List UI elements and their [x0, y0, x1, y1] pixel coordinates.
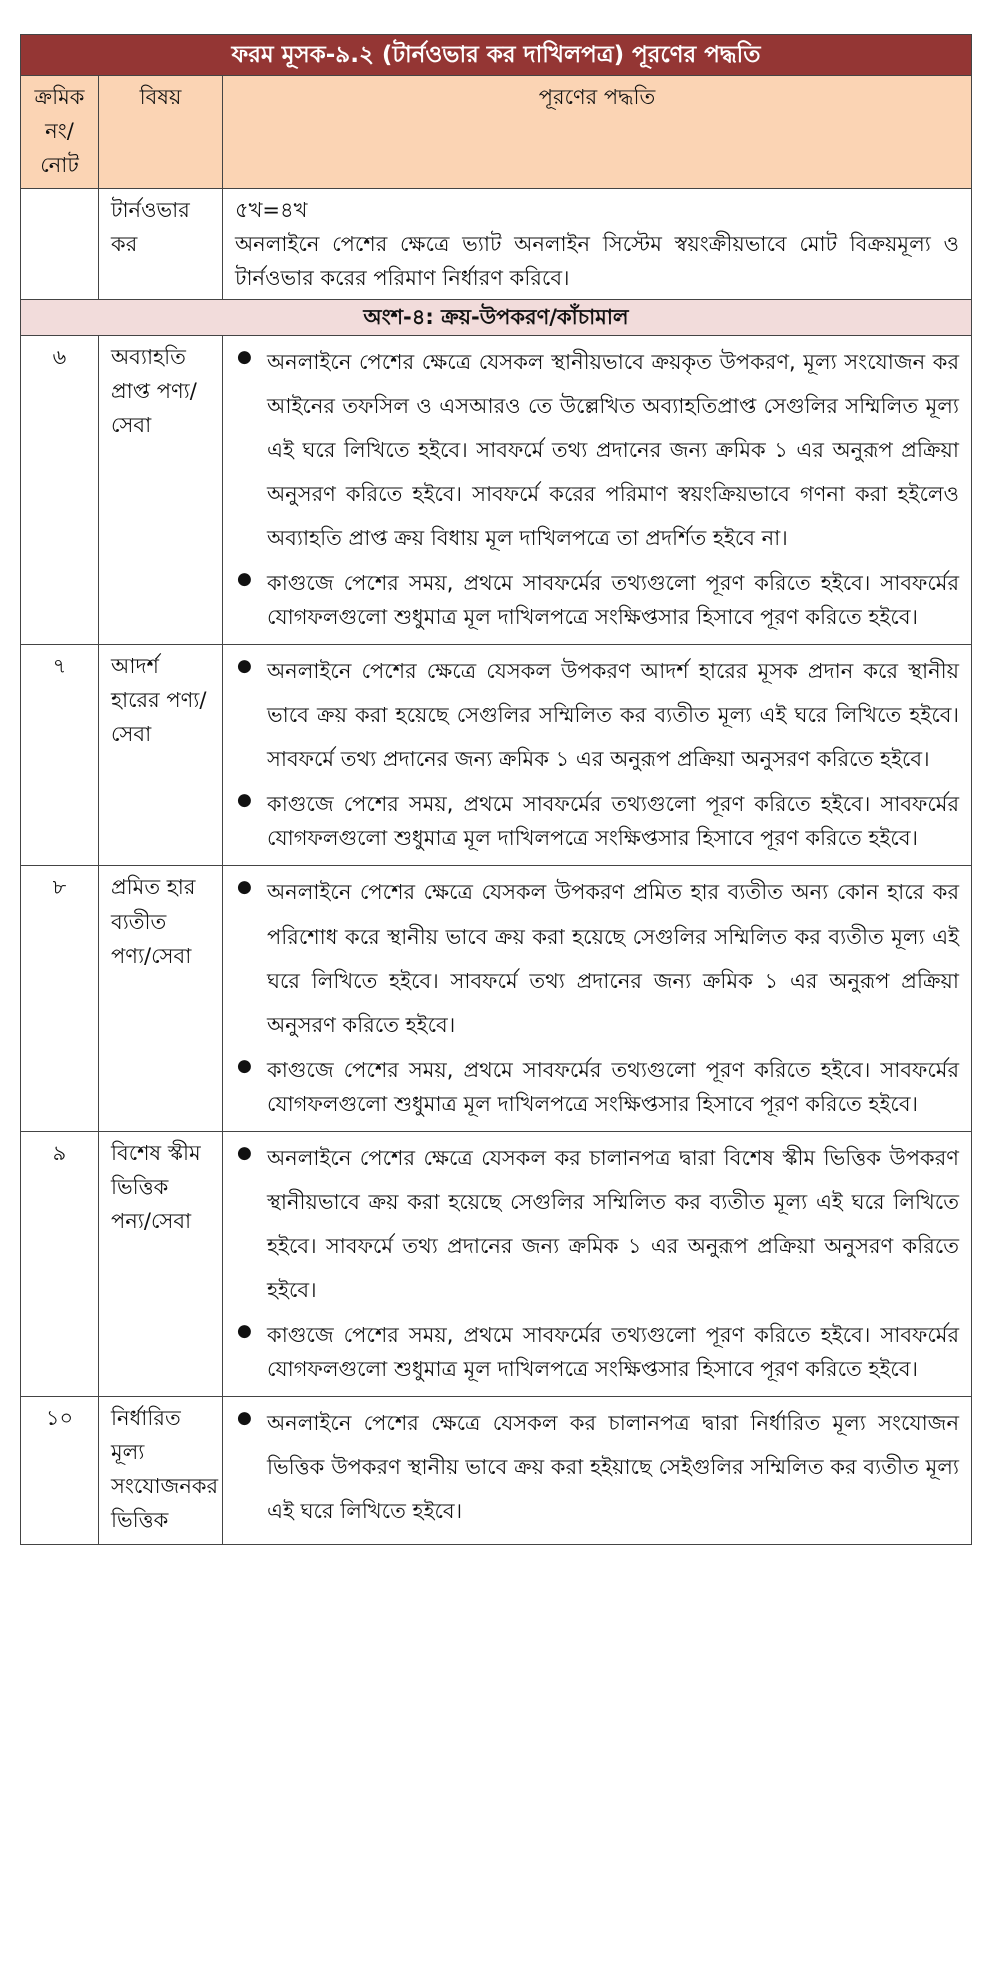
instruction-table	[20, 34, 972, 1545]
row-subject: অব্যাহতি প্রাপ্ত পণ্য/সেবা	[99, 335, 223, 645]
bullet-list	[235, 649, 959, 855]
row-method	[223, 189, 972, 300]
section-row	[21, 300, 972, 335]
row-subject: নির্ধারিত মূল্য সংযোজনকর ভিত্তিক	[99, 1397, 223, 1544]
header-serial: ক্রমিক নং/নোট	[21, 76, 99, 189]
row-subject: বিশেষ স্কীম ভিত্তিক পন্য/সেবা	[99, 1131, 223, 1396]
turnover-row	[21, 189, 972, 300]
bullet-item: ● অনলাইনে পেশের ক্ষেত্রে যেসকল উপকরণ আদর্শ হারের মূসক প্রদান করে স্থানীয় ভাবে ক্রয় করা হয়েছে সেগুলির সম্মিলিত কর ব্যতীত মূল্য এই ঘরে লিখিতে হইবে। সাবফর্মে তথ্য প্রদানের জন্য ক্রমিক ১ এর অনুরূপ প্রক্রিয়া অনুসরণ করিতে হইবে।	[267, 649, 959, 781]
turnover-text: অনলাইনে পেশের ক্ষেত্রে ভ্যাট অনলাইন সিস্টেম স্বয়ংক্রীয়ভাবে মোট বিক্রয়মূল্য ও টার্নওভার করের পরিমাণ নির্ধারণ করিবে।	[235, 232, 959, 291]
bullet-item: ● অনলাইনে পেশের ক্ষেত্রে যেসকল উপকরণ প্রমিত হার ব্যতীত অন্য কোন হারে কর পরিশোধ করে স্থানীয় ভাবে ক্রয় করা হয়েছে সেগুলির সম্মিলিত কর ব্যতীত মূল্য এই ঘরে লিখিতে হইবে। সাবফর্মে তথ্য প্রদানের জন্য ক্রমিক ১ এর অনুরূপ প্রক্রিয়া অনুসরণ করিতে হইবে।	[267, 870, 959, 1046]
row-serial: ১০	[21, 1397, 99, 1544]
row-method	[223, 866, 972, 1131]
bullet-item: ● অনলাইনে পেশের ক্ষেত্রে যেসকল কর চালানপত্র দ্বারা বিশেষ স্কীম ভিত্তিক উপকরণ স্থানীয়ভাবে ক্রয় করা হয়েছে সেগুলির সম্মিলিত কর ব্যতীত মূল্য এই ঘরে লিখিতে হইবে। সাবফর্মে তথ্য প্রদানের জন্য ক্রমিক ১ এর অনুরূপ প্রক্রিয়া অনুসরণ করিতে হইবে।	[267, 1136, 959, 1312]
row-serial: ৭	[21, 645, 99, 866]
row-method	[223, 335, 972, 645]
row-serial: ৯	[21, 1131, 99, 1396]
bullet-item: ● কাগুজে পেশের সময়, প্রথমে সাবফর্মের তথ্যগুলো পূরণ করিতে হইবে। সাবফর্মের যোগফলগুলো শুধুমাত্র মূল দাখিলপত্রে সংক্ষিপ্তসার হিসাবে পূরণ করিতে হইবে।	[267, 1318, 959, 1386]
header-row	[21, 76, 972, 189]
row-serial: ৮	[21, 866, 99, 1131]
turnover-formula: ৫খ=৪খ	[235, 198, 308, 223]
bullet-list	[235, 1136, 959, 1386]
table-row	[21, 866, 972, 1131]
row-method	[223, 1397, 972, 1544]
table-row	[21, 335, 972, 645]
bullet-item: ● কাগুজে পেশের সময়, প্রথমে সাবফর্মের তথ্যগুলো পূরণ করিতে হইবে। সাবফর্মের যোগফলগুলো শুধুমাত্র মূল দাখিলপত্রে সংক্ষিপ্তসার হিসাবে পূরণ করিতে হইবে।	[267, 566, 959, 634]
header-subject: বিষয়	[99, 76, 223, 189]
row-subject: প্রমিত হার ব্যতীত পণ্য/সেবা	[99, 866, 223, 1131]
row-method	[223, 645, 972, 866]
row-serial	[21, 189, 99, 300]
bullet-item: ● কাগুজে পেশের সময়, প্রথমে সাবফর্মের তথ্যগুলো পূরণ করিতে হইবে। সাবফর্মের যোগফলগুলো শুধুমাত্র মূল দাখিলপত্রে সংক্ষিপ্তসার হিসাবে পূরণ করিতে হইবে।	[267, 787, 959, 855]
row-method	[223, 1131, 972, 1396]
table-row	[21, 1131, 972, 1396]
header-method: পূরণের পদ্ধতি	[223, 76, 972, 189]
table-row	[21, 1397, 972, 1544]
bullet-item: ● কাগুজে পেশের সময়, প্রথমে সাবফর্মের তথ্যগুলো পূরণ করিতে হইবে। সাবফর্মের যোগফলগুলো শুধুমাত্র মূল দাখিলপত্রে সংক্ষিপ্তসার হিসাবে পূরণ করিতে হইবে।	[267, 1053, 959, 1121]
row-subject: টার্নওভার কর	[99, 189, 223, 300]
form-title: ফরম মূসক-৯.২ (টার্নওভার কর দাখিলপত্র) পূরণের পদ্ধতি	[21, 35, 972, 76]
bullet-list	[235, 1401, 959, 1533]
section-4-title: অংশ-৪: ক্রয়-উপকরণ/কাঁচামাল	[21, 300, 972, 335]
bullet-list	[235, 870, 959, 1120]
table-row	[21, 645, 972, 866]
bullet-list	[235, 340, 959, 635]
title-row	[21, 35, 972, 76]
bullet-item: ● অনলাইনে পেশের ক্ষেত্রে যেসকল স্থানীয়ভাবে ক্রয়কৃত উপকরণ, মূল্য সংযোজন কর আইনের তফসিল ও এসআরও তে উল্লেখিত অব্যাহতিপ্রাপ্ত সেগুলির সম্মিলিত মূল্য এই ঘরে লিখিতে হইবে। সাবফর্মে তথ্য প্রদানের জন্য ক্রমিক ১ এর অনুরূপ প্রক্রিয়া অনুসরণ করিতে হইবে। সাবফর্মে করের পরিমাণ স্বয়ংক্রিয়ভাবে গণনা করা হইলেও অব্যাহতি প্রাপ্ত ক্রয় বিধায় মূল দাখিলপত্রে তা প্রদর্শিত হইবে না।	[267, 340, 959, 560]
rows-body	[21, 335, 972, 1544]
bullet-item: ● অনলাইনে পেশের ক্ষেত্রে যেসকল কর চালানপত্র দ্বারা নির্ধারিত মূল্য সংযোজন ভিত্তিক উপকরণ স্থানীয় ভাবে ক্রয় করা হইয়াছে সেইগুলির সম্মিলিত কর ব্যতীত মূল্য এই ঘরে লিখিতে হইবে।	[267, 1401, 959, 1533]
row-subject: আদর্শ হারের পণ্য/সেবা	[99, 645, 223, 866]
row-serial: ৬	[21, 335, 99, 645]
